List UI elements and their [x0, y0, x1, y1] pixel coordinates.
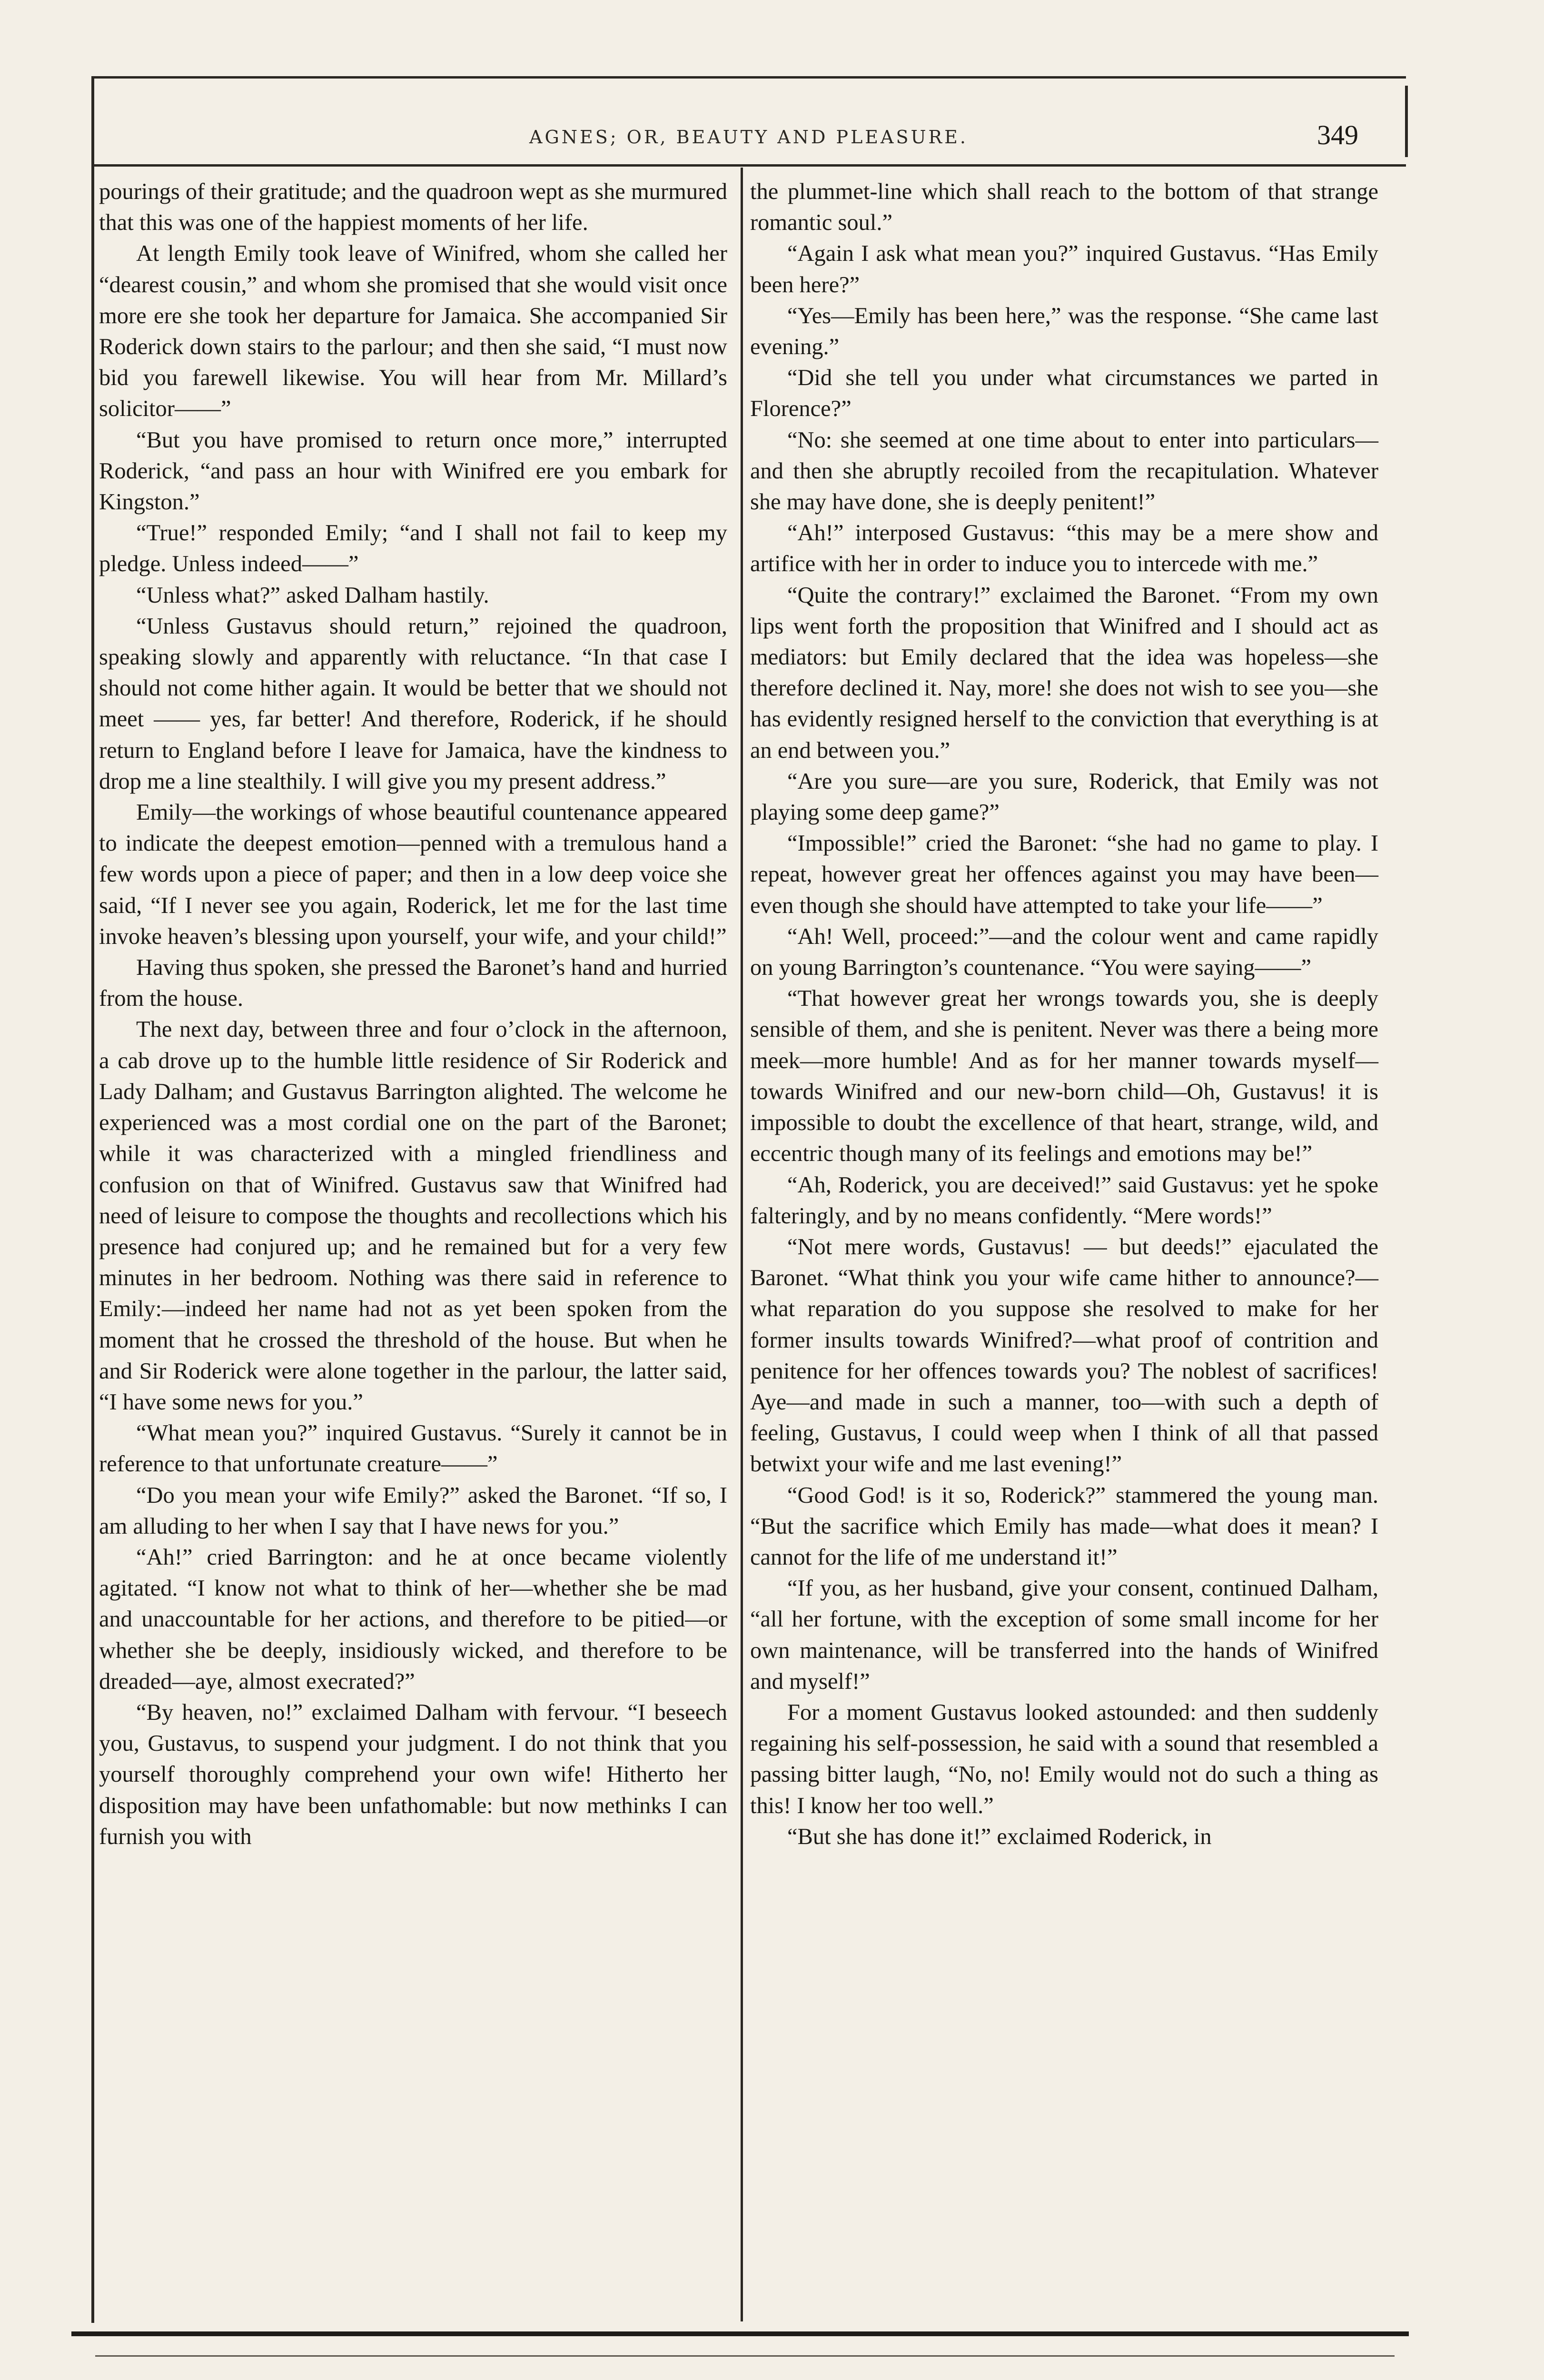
- paragraph: “Ah! Well, proceed:”—and the colour went and came rapidly on young Barrington’s countenance. “You were saying——”: [750, 923, 1378, 981]
- paragraph: “Ah!” cried Barrington: and he at once became violently agitated. “I know not what to think of her—whether she be mad and unaccountable for her actions, and therefore to be pitied—or whether she be deeply, insidiously wicked, and therefore to be dreaded—aye, almost execrated?”: [99, 1544, 727, 1694]
- paragraph: “But she has done it!” exclaimed Roderick, in: [787, 1824, 1212, 1849]
- frame-top-rule: [91, 76, 1406, 79]
- paragraph: “Are you sure—are you sure, Roderick, that Emily was not playing some deep game?”: [750, 768, 1378, 825]
- paragraph: Having thus spoken, she pressed the Baronet’s hand and hurried from the house.: [99, 955, 727, 1012]
- bottom-rule: [71, 2331, 1409, 2336]
- paragraph: “True!” responded Emily; “and I shall not fail to keep my pledge. Unless indeed——”: [99, 520, 727, 577]
- right-column: [750, 176, 1378, 1852]
- paragraph: the plummet-line which shall reach to the bottom of that strange romantic soul.”: [750, 179, 1378, 236]
- paragraph: “Yes—Emily has been here,” was the response. “She came last evening.”: [750, 303, 1378, 360]
- running-title: AGNES; OR, BEAUTY AND PLEASURE.: [529, 127, 968, 148]
- page-number: 349: [1317, 119, 1358, 150]
- paragraph: “By heaven, no!” exclaimed Dalham with fervour. “I beseech you, Gustavus, to suspend your judgment. I do not think that you yourself thoroughly comprehend your own wife! Hitherto her disposition may have been unfathomable: but now methinks I can furnish you with: [99, 1699, 727, 1849]
- bottom-rule-thin: [95, 2355, 1395, 2357]
- paragraph: “Do you mean your wife Emily?” asked the Baronet. “If so, I am alluding to her when I say that I have news for you.”: [99, 1482, 727, 1539]
- paragraph: pourings of their gratitude; and the quadroon wept as she murmured that this was one of the happiest moments of her life.: [99, 179, 727, 236]
- paragraph: “Did she tell you under what circumstances we parted in Florence?”: [750, 365, 1378, 422]
- paragraph: “But you have promised to return once more,” interrupted Roderick, “and pass an hour with Winifred ere you embark for Kingston.”: [99, 427, 727, 515]
- paragraph: “If you, as her husband, give your consent, continued Dalham, “all her fortune, with the exception of some small income for her own maintenance, will be transferred into the hands of Winifred and myself!”: [750, 1576, 1378, 1694]
- paragraph: “Again I ask what mean you?” inquired Gustavus. “Has Emily been here?”: [750, 241, 1378, 298]
- paragraph: “Not mere words, Gustavus! — but deeds!” ejaculated the Baronet. “What think you your wife came hither to announce?—what reparation do you suppose she resolved to make for her former insults towards Winifred?—what proof of contrition and penitence for her offences towards you? The noblest of sacrifices! Aye—and made in such a manner, too—with such a depth of feeling, Gustavus, I could weep when I think of all that passed betwixt your wife and me last evening!”: [750, 1234, 1378, 1477]
- paragraph: “Quite the contrary!” exclaimed the Baronet. “From my own lips went forth the proposition that Winifred and I should act as mediators: but Emily declared that the idea was hopeless—she therefore declined it. Nay, more! she does not wish to see you—she has evidently resigned herself to the conviction that everything is at an end between you.”: [750, 582, 1378, 763]
- page-header: [91, 112, 1406, 160]
- paragraph: At length Emily took leave of Winifred, whom she called her “dearest cousin,” and whom she promised that she would visit once more ere she took her departure for Jamaica. She accompanied Sir Roderick down stairs to the parlour; and then she said, “I must now bid you farewell likewise. You will hear from Mr. Millard’s solicitor——”: [99, 241, 727, 422]
- paragraph: “Ah, Roderick, you are deceived!” said Gustavus: yet he spoke falteringly, and by no means confidently. “Mere words!”: [750, 1172, 1378, 1229]
- paragraph: The next day, between three and four o’clock in the afternoon, a cab drove up to the humble little residence of Sir Roderick and Lady Dalham; and Gustavus Barrington alighted. The welcome he experienced was a most cordial one on the part of the Baronet; while it was characterized with a mingled friendliness and confusion on that of Winifred. Gustavus saw that Winifred had need of leisure to compose the thoughts and recollections which his presence had conjured up; and he remained but for a very few minutes in her bedroom. Nothing was there said in reference to Emily:—indeed her name had not as yet been spoken from the moment that he crossed the threshold of the house. But when he and Sir Roderick were alone together in the parlour, the latter said, “I have some news for you.”: [99, 1017, 727, 1415]
- column-divider: [741, 168, 743, 2321]
- left-column: [99, 176, 727, 1852]
- paragraph: “Impossible!” cried the Baronet: “she had no game to play. I repeat, however great her offences against you may have been—even though she should have attempted to take your life——”: [750, 831, 1378, 918]
- paragraph: “Ah!” interposed Gustavus: “this may be a mere show and artifice with her in order to induce you to intercede with me.”: [750, 520, 1378, 577]
- frame-left-rule: [91, 76, 94, 2323]
- paragraph: For a moment Gustavus looked astounded: and then suddenly regaining his self-possession, he said with a sound that resembled a passing bitter laugh, “No, no! Emily would not do such a thing as this! I know her too well.”: [750, 1699, 1378, 1818]
- paragraph: Emily—the workings of whose beautiful countenance appeared to indicate the deepest emotion—penned with a tremulous hand a few words upon a piece of paper; and then in a low deep voice she said, “If I never see you again, Roderick, let me for the last time invoke heaven’s blessing upon yourself, your wife, and your child!”: [99, 800, 727, 949]
- paragraph: “That however great her wrongs towards you, she is deeply sensible of them, and she is penitent. Never was there a being more meek—more humble! And as for her manner towards myself—towards Winifred and our new-born child—Oh, Gustavus! it is impossible to doubt the excellence of that heart, strange, wild, and eccentric though many of its feelings and emotions may be!”: [750, 986, 1378, 1167]
- paragraph: “What mean you?” inquired Gustavus. “Surely it cannot be in reference to that unfortunate creature——”: [99, 1420, 727, 1477]
- paragraph: “Good God! is it so, Roderick?” stammered the young man. “But the sacrifice which Emily has made—what does it mean? I cannot for the life of me understand it!”: [750, 1482, 1378, 1570]
- header-rule: [91, 164, 1406, 167]
- paragraph: “No: she seemed at one time about to enter into particulars—and then she abruptly recoiled from the recapitulation. Whatever she may have done, she is deeply penitent!”: [750, 427, 1378, 515]
- paragraph: “Unless what?” asked Dalham hastily.: [136, 582, 489, 608]
- paragraph: “Unless Gustavus should return,” rejoined the quadroon, speaking slowly and apparently with reluctance. “In that case I should not come hither again. It would be better that we should not meet —— yes, far better! And therefore, Roderick, if he should return to England before I leave for Jamaica, have the kindness to drop me a line stealthily. I will give you my present address.”: [99, 613, 727, 794]
